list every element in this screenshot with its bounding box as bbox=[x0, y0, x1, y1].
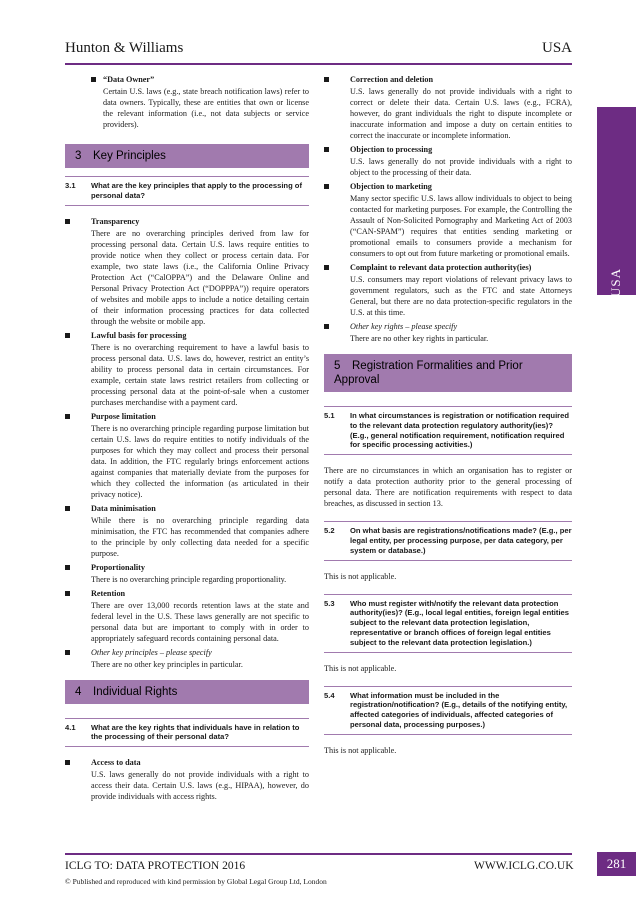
country-side-tab bbox=[597, 107, 636, 295]
list-item bbox=[65, 411, 309, 500]
bullet-icon bbox=[65, 650, 70, 655]
list-item bbox=[65, 503, 309, 559]
footer-publication: ICLG TO: DATA PROTECTION 2016 bbox=[65, 860, 246, 872]
item-body: Certain U.S. laws (e.g., state breach notification laws) refer to data owners. Typically, these are entities that own or license the relevant information (i.e., not data subjects or service providers). bbox=[103, 87, 309, 129]
section-number: 3 bbox=[75, 150, 82, 162]
bullet-icon bbox=[324, 77, 329, 82]
item-title: “Data Owner” bbox=[103, 75, 155, 84]
answer-5-3: This is not applicable. bbox=[324, 663, 397, 673]
list-item bbox=[65, 757, 309, 802]
item-title: Proportionality bbox=[91, 562, 145, 572]
answer-5-2: This is not applicable. bbox=[324, 571, 397, 581]
list-item-data-owner bbox=[65, 74, 309, 130]
bullet-icon bbox=[65, 219, 70, 224]
item-title: Complaint to relevant data protection authority(ies) bbox=[350, 263, 532, 272]
question-3-1 bbox=[65, 176, 309, 206]
question-5-1 bbox=[324, 406, 572, 455]
bullet-icon bbox=[91, 77, 96, 82]
list-item bbox=[324, 262, 572, 318]
header-rule bbox=[65, 63, 572, 65]
section-heading-3 bbox=[65, 144, 309, 168]
item-body: U.S. consumers may report violations of relevant privacy laws to government regulators, such as the FTC and state Attorneys General, but there are no data protection-specific regulators in the U.S. at this time. bbox=[350, 275, 572, 317]
question-number: 5.3 bbox=[324, 598, 335, 608]
bullet-icon bbox=[65, 506, 70, 511]
question-number: 5.2 bbox=[324, 526, 335, 536]
item-body: There is no overarching principle regarding proportionality. bbox=[91, 574, 287, 584]
rights-list-left bbox=[65, 757, 309, 802]
rights-list-right bbox=[324, 74, 572, 344]
principles-list bbox=[65, 216, 309, 670]
item-title: Data minimisation bbox=[91, 503, 156, 513]
item-title: Objection to processing bbox=[350, 145, 433, 154]
item-body: U.S. laws generally do not provide individuals with a right to access their data. Certain U.S. laws (e.g., HIPAA), however, do provide individuals with access rights. bbox=[91, 770, 309, 802]
question-text: What are the key rights that individuals have in relation to the processing of their personal data? bbox=[91, 722, 300, 742]
item-body: U.S. laws generally do not provide individuals with a right to correct or delete their data. Certain U.S. laws (e.g., FCRA), however, do grant individuals the right to dispute incomplete or inaccurate information and impose a duty on certain entities to correct the inaccurate or incomplete information. bbox=[350, 87, 572, 140]
left-column bbox=[65, 74, 309, 805]
question-text: On what basis are registrations/notifications made? (E.g., per legal entity, per processing purpose, per data category, per system or database.) bbox=[350, 526, 572, 555]
bullet-icon bbox=[65, 333, 70, 338]
question-number: 5.4 bbox=[324, 690, 335, 700]
footer-website: WWW.ICLG.CO.UK bbox=[474, 860, 574, 872]
item-title: Retention bbox=[91, 588, 126, 598]
question-text: Who must register with/notify the relevant data protection authority(ies)? (E.g., local legal entities, foreign legal entities subject to the relevant data protection legislation, representative or branch offices of foreign legal entities subject to the relevant data protection legislation.) bbox=[350, 598, 569, 647]
section-heading-5 bbox=[324, 354, 572, 392]
bullet-icon bbox=[65, 414, 70, 419]
bullet-icon bbox=[65, 565, 70, 570]
item-title: Correction and deletion bbox=[350, 75, 434, 84]
question-5-4 bbox=[324, 686, 572, 735]
list-item bbox=[324, 321, 572, 344]
list-item bbox=[324, 181, 572, 259]
right-column bbox=[324, 74, 572, 764]
item-body: There are no overarching principles derived from law for processing personal data. Certain U.S. laws require entities to provide notice when they collect or process certain data. For example, two state laws (i.e., the California Online Privacy Protection Act (“CalOPPA”) and the Delaware Online and Personal Privacy Protection Act (“DOPPPA”)) require operators of websites and mobile apps to include a notice detailing certain of their information processing practices for data collected through the website or mobile app. bbox=[91, 228, 309, 326]
bullet-icon bbox=[324, 324, 329, 329]
question-number: 4.1 bbox=[65, 722, 76, 732]
list-item bbox=[65, 647, 309, 670]
list-item bbox=[324, 144, 572, 178]
answer-5-1: There are no circumstances in which an organisation has to register or notify a data protection authority prior to the general processing of personal data. There are notification requirements with respect to data breaches, as discussed in section 13. bbox=[324, 466, 572, 509]
item-title: Access to data bbox=[91, 758, 141, 768]
question-text: What information must be included in the registration/notification? (E.g., details of the notifying entity, affected categories of individuals, affected categories of personal data, processing purposes.) bbox=[350, 690, 568, 729]
question-text: In what circumstances is registration or notification required to the relevant data protection regulatory authority(ies)? (E.g., general notification requirement, notification required for specific processing activities.) bbox=[350, 411, 569, 450]
item-title: Lawful basis for processing bbox=[91, 330, 187, 340]
question-4-1 bbox=[65, 718, 309, 748]
bullet-icon bbox=[65, 760, 70, 765]
list-item bbox=[65, 562, 309, 585]
question-number: 3.1 bbox=[65, 181, 76, 190]
footer-rule bbox=[65, 853, 572, 855]
section-title: Registration Formalities and Prior Approval bbox=[334, 360, 523, 386]
section-heading-4 bbox=[65, 680, 309, 704]
item-body: Many sector specific U.S. laws allow individuals to object to being contacted for marketing purposes. For example, the Controlling the Assault of Non-Solicited Pornography and Marketing Act of 2003 (“CAN-SPAM”) requires that entities sending marketing or promotional emails to consumers provide a mechanism for consumers to opt out from future marketing or promotional emails. bbox=[350, 194, 572, 258]
list-item bbox=[65, 588, 309, 644]
answer-5-4: This is not applicable. bbox=[324, 745, 397, 755]
item-body: There are no other key principles in particular. bbox=[91, 659, 243, 669]
bullet-icon bbox=[324, 147, 329, 152]
section-number: 5 bbox=[334, 360, 341, 372]
header-brand: Hunton & Williams bbox=[65, 40, 184, 56]
page-number: 281 bbox=[597, 852, 636, 876]
item-title: Transparency bbox=[91, 216, 140, 226]
header-country: USA bbox=[541, 40, 572, 56]
bullet-icon bbox=[65, 591, 70, 596]
side-tab-label: USA bbox=[608, 267, 623, 297]
footer-copyright: © Published and reproduced with kind permission by Global Legal Group Ltd, London bbox=[65, 877, 327, 886]
question-number: 5.1 bbox=[324, 411, 335, 420]
section-title: Key Principles bbox=[93, 150, 166, 162]
item-title: Objection to marketing bbox=[350, 182, 432, 191]
list-item bbox=[65, 216, 309, 327]
item-body: There is no overarching principle regarding purpose limitation but certain U.S. laws do require entities to notify individuals of the purposes for which they may collect and process their personal data. In addition, the FTC regularly brings enforcement actions against companies that materially deviate from the purposes for which they collected the information (as articulated in their privacy notice). bbox=[91, 423, 309, 499]
question-5-2 bbox=[324, 521, 572, 560]
page-header bbox=[65, 40, 572, 60]
question-text: What are the key principles that apply to the processing of personal data? bbox=[91, 181, 302, 200]
bullet-icon bbox=[324, 265, 329, 270]
bullet-icon bbox=[324, 184, 329, 189]
item-title: Other key rights – please specify bbox=[350, 322, 458, 331]
item-title: Purpose limitation bbox=[91, 411, 156, 421]
item-body: U.S. laws generally do not provide individuals with a right to object to the processing of their data. bbox=[350, 157, 572, 177]
item-body: There are no other key rights in particular. bbox=[350, 334, 489, 343]
list-item bbox=[324, 74, 572, 141]
section-number: 4 bbox=[75, 685, 82, 698]
list-item bbox=[65, 330, 309, 408]
item-body: There is no overarching requirement to have a lawful basis to process personal data. U.S. laws do, however, restrict an entity’s ability to process personal data in certain circumstances. For example, certain state laws restrict retailers from collecting or processing personal data at the point-of-sale when a customer purchases merchandise with a payment card. bbox=[91, 342, 309, 407]
item-body: While there is no overarching principle regarding data minimisation, the FTC has recommended that companies adhere to the principle by only collecting data needed for a specific purpose. bbox=[91, 515, 309, 558]
section-title: Individual Rights bbox=[93, 685, 178, 698]
item-body: There are over 13,000 records retention laws at the state and federal level in the U.S. These laws generally are not specific to personal data but are important to comply with in order to appropriately safeguard records containing personal data. bbox=[91, 600, 309, 643]
question-5-3 bbox=[324, 594, 572, 653]
item-title: Other key principles – please specify bbox=[91, 647, 212, 657]
